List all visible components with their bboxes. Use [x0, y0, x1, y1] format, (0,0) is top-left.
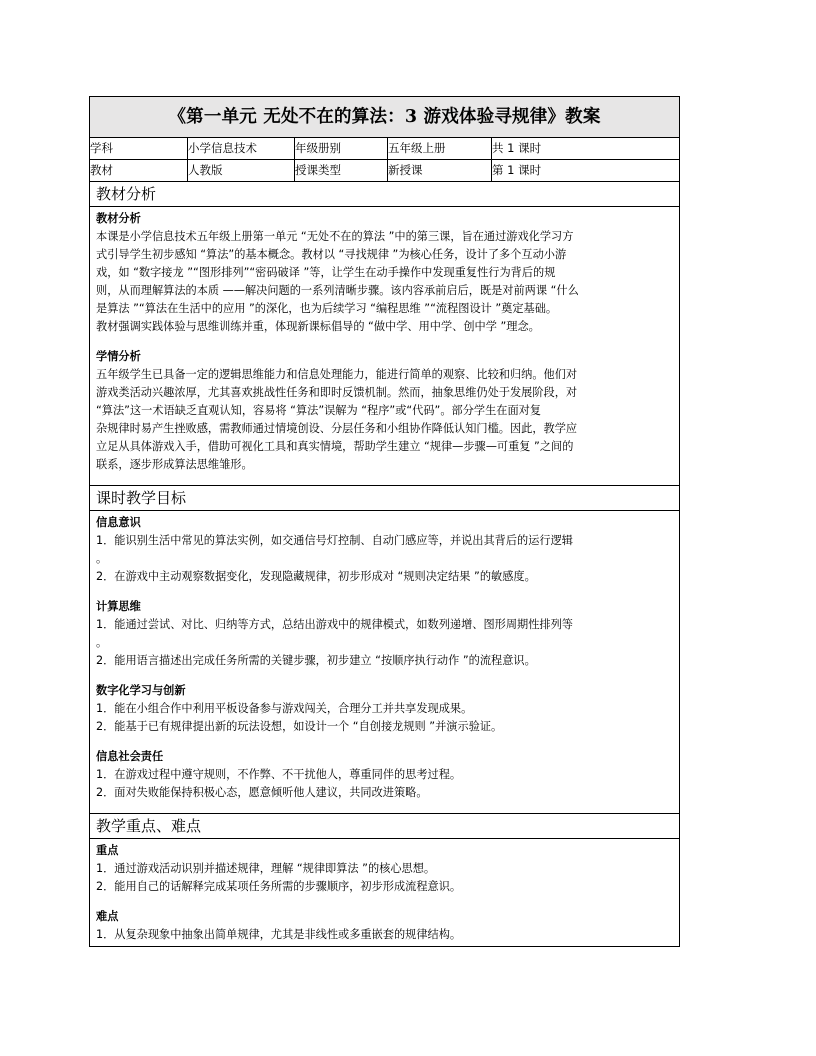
focus-subheading: 重点 [96, 844, 119, 857]
material-line: 戏，如 “数字接龙 ”“图形排列”“密码破译 ”等，让学生在动手操作中发现重复性行为背后的规 [96, 266, 556, 279]
info-row-1 [90, 138, 680, 160]
difficulty-subheading: 难点 [96, 910, 119, 923]
objective-item: 2．面对失败能保持积极心态，愿意倾听他人建议，共同改进策略。 [96, 786, 428, 799]
subject-value: 小学信息技术 [188, 138, 295, 160]
students-subheading: 学情分析 [96, 350, 141, 363]
students-line: 五年级学生已具备一定的逻辑思维能力和信息处理能力，能进行简单的观察、比较和归纳。他们对 [96, 368, 578, 381]
keypoints-content [90, 839, 680, 947]
grade-label: 年级册别 [295, 138, 388, 160]
grade-value: 五年级上册 [388, 138, 492, 160]
difficulty-item: 1．从复杂现象中抽象出简单规律，尤其是非线性或多重嵌套的规律结构。 [96, 928, 462, 941]
objective-item: 1．能识别生活中常见的算法实例，如交通信号灯控制、自动门感应等，并说出其背后的运行逻辑 [96, 534, 573, 547]
material-line: 是算法 ”“算法在生活中的应用 ”的深化，也为后续学习 “编程思维 ”“流程图设计 ”奠定基础。 [96, 302, 558, 315]
keypoints-heading: 教学重点、难点 [90, 814, 680, 839]
total-periods: 共 1 课时 [492, 138, 680, 160]
objective-item: 。 [96, 636, 108, 649]
textbook-label: 教材 [90, 160, 188, 182]
objective-item: 2．在游戏中主动观察数据变化，发现隐藏规律，初步形成对 “规则决定结果 ”的敏感度。 [96, 570, 536, 583]
objective-group-title: 信息社会责任 [96, 750, 164, 763]
material-line: 式引导学生初步感知 “算法”的基本概念。教材以 “寻找规律 ”为核心任务，设计了多个互动小游 [96, 248, 567, 261]
students-line: 立足从具体游戏入手，借助可视化工具和真实情境，帮助学生建立 “规律—步骤—可重复 ”之间的 [96, 440, 574, 453]
analysis-heading: 教材分析 [90, 182, 680, 207]
material-subheading: 教材分析 [96, 212, 141, 225]
students-line: 游戏类活动兴趣浓厚，尤其喜欢挑战性任务和即时反馈机制。然而，抽象思维仍处于发展阶段，对 [96, 386, 578, 399]
material-line: 本课是小学信息技术五年级上册第一单元 “无处不在的算法 ”中的第三课，旨在通过游戏化学习方 [96, 230, 574, 243]
info-row-2 [90, 160, 680, 182]
students-line: “算法”这一术语缺乏直观认知，容易将 “算法”误解为 “程序”或“代码”。部分学生在面对复 [96, 404, 542, 417]
textbook-value: 人教版 [188, 160, 295, 182]
students-paragraph [96, 366, 673, 474]
objective-item: 1．能在小组合作中利用平板设备参与游戏闯关，合理分工并共享发现成果。 [96, 702, 473, 715]
subject-label: 学科 [90, 138, 188, 160]
objective-item: 1．能通过尝试、对比、归纳等方式，总结出游戏中的规律模式，如数列递增、图形周期性排列等 [96, 618, 573, 631]
lesson-plan-document [89, 96, 679, 947]
objective-item: 1．在游戏过程中遵守规则，不作弊、不干扰他人，尊重同伴的思考过程。 [96, 768, 462, 781]
focus-item: 1．通过游戏活动识别并描述规律，理解 “规律即算法 ”的核心思想。 [96, 862, 436, 875]
focus-item: 2．能用自己的话解释完成某项任务所需的步骤顺序，初步形成流程意识。 [96, 880, 462, 893]
objectives-content [90, 511, 680, 814]
material-paragraph [96, 228, 673, 336]
objective-group-title: 数字化学习与创新 [96, 684, 186, 697]
material-line: 则，从而理解算法的本质 ——解决问题的一系列清晰步骤。该内容承前启后，既是对前两课 “什么 [96, 284, 579, 297]
period-number: 第 1 课时 [492, 160, 680, 182]
objective-item: 2．能基于已有规律提出新的玩法设想，如设计一个 “自创接龙规则 ”并演示验证。 [96, 720, 503, 733]
analysis-content [90, 207, 680, 486]
lesson-type-value: 新授课 [388, 160, 492, 182]
objective-item: 。 [96, 552, 108, 565]
students-line: 联系，逐步形成算法思维雏形。 [96, 458, 253, 471]
objectives-heading: 课时教学目标 [90, 486, 680, 511]
objective-item: 2．能用语言描述出完成任务所需的关键步骤，初步建立 “按顺序执行动作 ”的流程意识。 [96, 654, 536, 667]
document-title: 《第一单元 无处不在的算法：3 游戏体验寻规律》教案 [90, 97, 680, 138]
lesson-plan-table [89, 96, 680, 947]
lesson-type-label: 授课类型 [295, 160, 388, 182]
students-line: 杂规律时易产生挫败感，需教师通过情境创设、分层任务和小组协作降低认知门槛。因此，教学应 [96, 422, 578, 435]
material-line: 教材强调实践体验与思维训练并重，体现新课标倡导的 “做中学、用中学、创中学 ”理念。 [96, 320, 540, 333]
objective-group-title: 计算思维 [96, 600, 141, 613]
objective-group-title: 信息意识 [96, 516, 141, 529]
